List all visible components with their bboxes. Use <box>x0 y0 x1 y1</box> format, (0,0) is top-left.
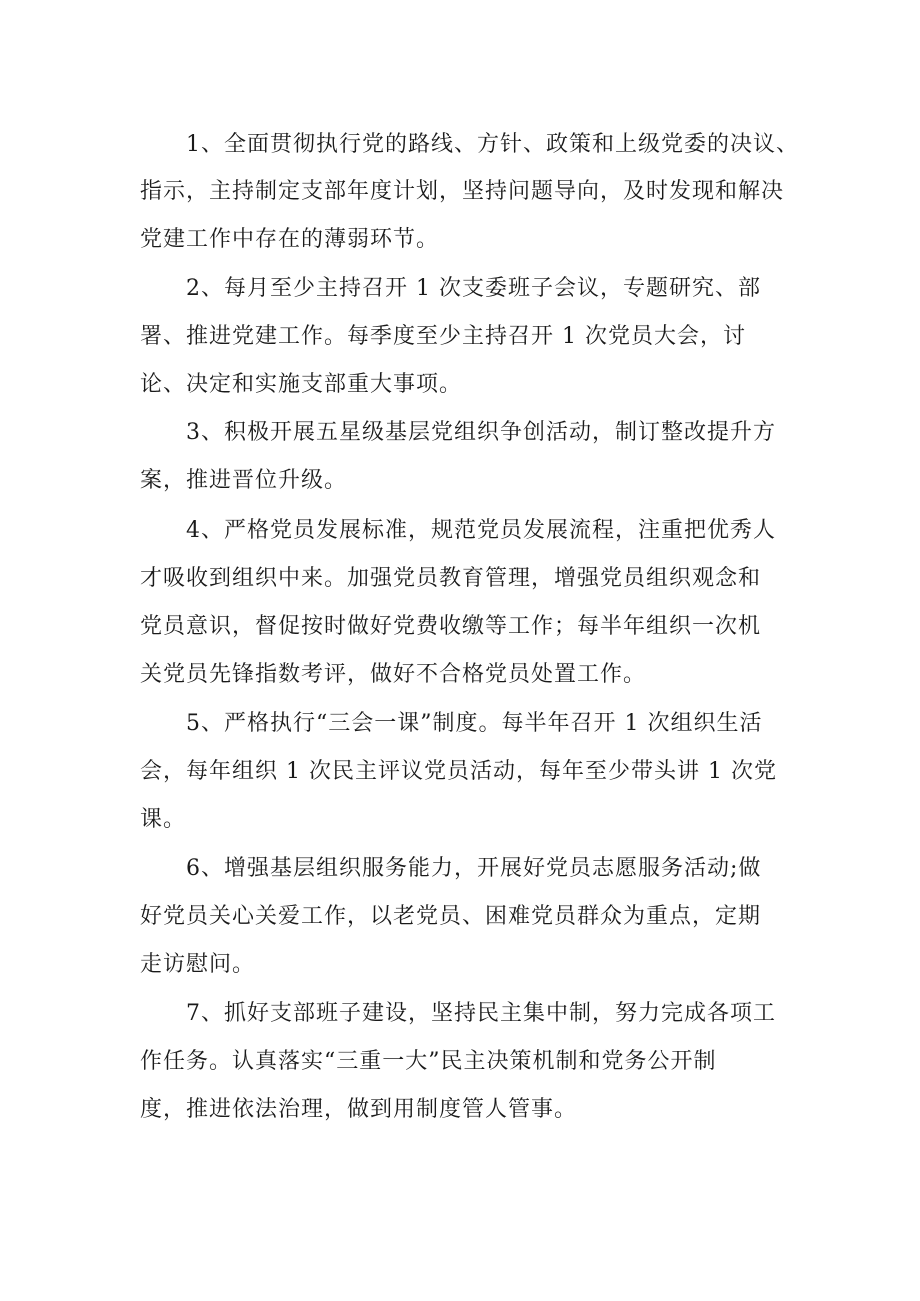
paragraph-4-line-1: 4、严格党员发展标准，规范党员发展流程，注重把优秀人 <box>186 518 776 543</box>
paragraph-4-line-2: 才吸收到组织中来。加强党员教育管理，增强党员组织观念和 <box>140 566 762 591</box>
paragraph-4-line-3: 党员意识，督促按时做好党费收缴等工作；每半年组织一次机 <box>140 614 762 639</box>
paragraph-1-line-1: 1、全面贯彻执行党的路线、方针、政策和上级党委的决议、 <box>186 132 799 157</box>
paragraph-4-line-4: 关党员先锋指数考评，做好不合格党员处置工作。 <box>140 662 647 687</box>
paragraph-6-line-1: 6、增强基层组织服务能力，开展好党员志愿服务活动;做 <box>186 856 762 881</box>
paragraph-3-line-2: 案，推进晋位升级。 <box>140 468 348 493</box>
paragraph-1-line-2: 指示，主持制定支部年度计划，坚持问题导向，及时发现和解决 <box>140 179 785 204</box>
paragraph-3-line-1: 3、积极开展五星级基层党组织争创活动，制订整改提升方 <box>186 420 776 445</box>
paragraph-7-line-2: 作任务。认真落实“三重一大”民主决策机制和党务公开制 <box>140 1049 717 1074</box>
paragraph-6-line-3: 走访慰问。 <box>140 952 256 977</box>
paragraph-5-line-1: 5、严格执行“三会一课”制度。每半年召开 1 次组织生活 <box>186 711 763 736</box>
paragraph-2-line-1: 2、每月至少主持召开 1 次支委班子会议，专题研究、部 <box>186 276 761 301</box>
paragraph-6-line-2: 好党员关心关爱工作，以老党员、困难党员群众为重点，定期 <box>140 904 762 929</box>
paragraph-2-line-2: 署、推进党建工作。每季度至少主持召开 1 次党员大会，讨 <box>140 324 746 349</box>
paragraph-5-line-2: 会，每年组织 1 次民主评议党员活动，每年至少带头讲 1 次党 <box>140 759 777 784</box>
paragraph-7-line-3: 度，推进依法治理，做到用制度管人管事。 <box>140 1097 578 1122</box>
paragraph-2-line-3: 论、决定和实施支部重大事项。 <box>140 372 463 397</box>
paragraph-1-line-3: 党建工作中存在的薄弱环节。 <box>140 227 440 252</box>
paragraph-7-line-1: 7、抓好支部班子建设，坚持民主集中制，努力完成各项工 <box>186 1001 776 1026</box>
paragraph-5-line-3: 课。 <box>140 807 187 832</box>
